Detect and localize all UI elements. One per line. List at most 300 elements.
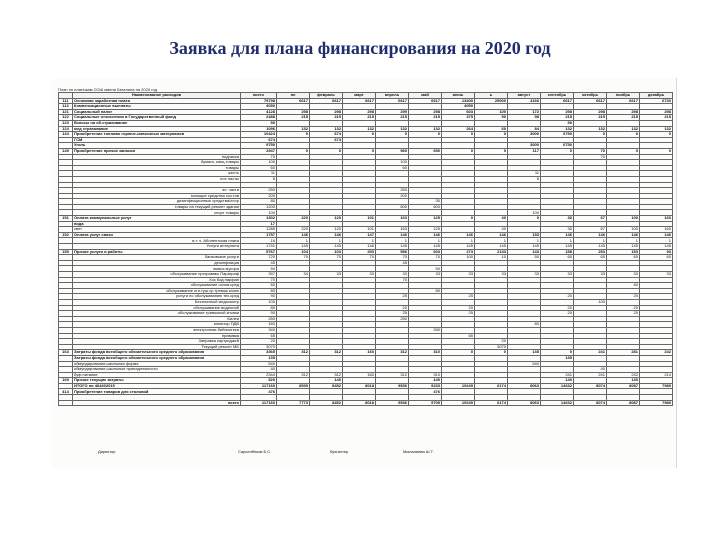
row-value: 14632 [541,400,574,406]
row-value: 4128 [241,109,277,115]
row-value: 45 [376,260,409,266]
row-name: прививка [73,333,241,339]
row-code: 151 [59,216,73,222]
row-value: 674 [310,132,343,138]
row-value: 25 [442,311,475,317]
row-value: 132 [574,126,607,132]
row-value: 98 [508,115,541,121]
row-value: 0 [475,148,508,154]
director-name: Сарсенбеков Б.С. [238,449,272,454]
row-value: 215 [640,115,673,121]
row-value: 100 [376,160,409,166]
row-value: 80 [409,288,442,294]
row-code: 144 [59,132,73,138]
row-value: 140 [409,378,442,384]
row-value: 153 [607,249,640,255]
row-value: 145 [607,244,640,250]
row-code: 113 [59,104,73,110]
row-value: 215 [574,115,607,121]
row-name: Бесплатный медосмотр [73,299,241,305]
row-value: 0 [442,148,475,154]
row-value: 596 [376,249,409,255]
row-value: 67 [574,216,607,222]
row-name: Уголь [73,143,241,149]
row-code: 121 [59,109,73,115]
row-value: 10 [475,255,508,261]
row-value: 600 [409,204,442,210]
row-value: 1302 [241,216,277,222]
row-value: 132 [376,126,409,132]
row-name: Затраты фонда всеобщего обязательного среднего образования [73,350,241,356]
row-value: 3070 [475,344,508,350]
row-value: 312 [376,372,409,378]
row-value: 50 [541,120,574,126]
row-value: 6730 [640,98,673,104]
row-value: 600 [376,204,409,210]
row-name: в.т. ч. Абонентская плата [73,238,241,244]
accountant-label: бухгалтер [330,449,349,454]
row-value: 117160 [241,383,277,389]
row-value: 33 [409,272,442,278]
row-value: 7989 [640,383,673,389]
row-value: 8539 [277,383,310,389]
row-name: Услуги интернета [73,244,241,250]
row-value: 60 [607,255,640,261]
row-name: обслуживание программы Параграф [73,272,241,278]
row-name: мед страхование [73,126,241,132]
row-value: 6750 [541,132,574,138]
row-value: 1096 [241,126,277,132]
row-value: 6617 [607,98,640,104]
row-name: Социальный налог [73,109,241,115]
row-value: 145 [541,244,574,250]
row-value: 33 [541,272,574,278]
director-label: Директор [98,449,116,454]
row-name: товары [73,165,241,171]
row-value: 215 [409,115,442,121]
row-value: 3000 [508,132,541,138]
row-value: 60 [376,165,409,171]
row-value: 40 [475,227,508,233]
row-value: 8074 [574,400,607,406]
row-value: 330 [409,327,442,333]
row-value: 50 [409,266,442,272]
row-value: 163 [376,216,409,222]
row-value: 100 [574,299,607,305]
row-value: 340 [241,327,277,333]
row-value: 70 [310,255,343,261]
row-value: 241 [541,372,574,378]
row-value: 6617 [541,98,574,104]
row-value: 20 [475,339,508,345]
row-value: 540 [241,361,277,367]
row-value: 6174 [475,400,508,406]
row-value: 200 [376,193,409,199]
row-value: 1 [409,238,442,244]
row-value: 0 [277,148,310,154]
row-value: 11 [241,171,277,177]
row-code: 169 [59,378,73,384]
row-value: 146 [640,232,673,238]
row-value: 273 [442,249,475,255]
row-value: 298 [640,109,673,115]
row-value: 1757 [241,232,277,238]
column-header: ь [475,93,508,99]
row-value: 3365 [241,350,277,356]
row-value: 100 [607,216,640,222]
row-name: Компенсационные выплаты [73,104,241,110]
row-name: свет [73,227,241,233]
row-value: 1 [541,238,574,244]
row-value: 215 [310,115,343,121]
row-value: 80 [241,305,277,311]
row-value: 6617 [574,98,607,104]
row-value: 90 [241,294,277,300]
row-value: 60 [241,165,277,171]
row-name: обслуживание тревожной кнопки [73,311,241,317]
row-value: 140 [310,378,343,384]
row-name: Прочие услуги и работы [73,249,241,255]
row-value: 160 [241,322,277,328]
row-value: 101 [343,227,376,233]
row-value: 145 [277,244,310,250]
row-value: 1 [343,238,376,244]
row-value: 1 [442,238,475,244]
row-value: 298 [277,109,310,115]
row-name: Прочие текущие затраты [73,378,241,384]
row-value: 0 [310,148,343,154]
row-value: 7989 [640,400,673,406]
row-name: Билеи [73,316,241,322]
row-value: 120 [310,227,343,233]
row-value: 145 [508,244,541,250]
row-name: монитор ПДВ [73,322,241,328]
row-value: 160 [343,350,376,356]
row-name: Приобретение товаров для столовой [73,389,241,395]
row-value: 135 [508,350,541,356]
column-header: всего [241,93,277,99]
row-value: 242 [640,350,673,356]
row-value: 603 [409,249,442,255]
row-value: 132 [541,126,574,132]
row-value: 6617 [376,98,409,104]
row-value: 146 [343,244,376,250]
row-value: 146 [442,232,475,238]
row-value: 100 [241,160,277,166]
row-name: бумага, канц.товары [73,160,241,166]
row-value: 13400 [442,98,475,104]
row-name: обслуживание огн.туш.ср тревож кнопк [73,288,241,294]
row-value: 0 [541,148,574,154]
column-header: май [409,93,442,99]
row-value: 19249 [442,383,475,389]
row-value: 145 [475,244,508,250]
row-value: 0 [277,132,310,138]
row-value: 220 [277,227,310,233]
row-value: 101 [343,216,376,222]
row-value: 299 [376,109,409,115]
row-value: 34 [277,272,310,278]
row-value: 0 [508,216,541,222]
row-value: 2133 [475,249,508,255]
row-value: 50 [508,255,541,261]
row-value: 8074 [574,383,607,389]
row-value: 130 [607,378,640,384]
row-value: 132 [409,126,442,132]
row-value: 2344 [241,372,277,378]
row-value: 20 [241,339,277,345]
row-value: 25 [376,311,409,317]
row-value: 20 [541,294,574,300]
row-value: 281 [607,350,640,356]
row-value: 4050 [241,104,277,110]
row-name: Оплата коммунальных услуг [73,216,241,222]
row-value: 310 [409,372,442,378]
row-value: 397 [241,272,277,278]
row-value: 33 [310,272,343,278]
row-value: 84 [508,126,541,132]
row-value: 298 [310,109,343,115]
row-value: 80 [241,288,277,294]
row-value: 70 [376,277,409,283]
row-value: 603 [442,109,475,115]
row-value: 70 [277,255,310,261]
row-value: 312 [376,350,409,356]
row-value: 120 [310,216,343,222]
row-value: 132 [277,126,310,132]
row-value: 3000 [508,143,541,149]
column-header: ноябрь [607,93,640,99]
row-value: 674 [241,137,277,143]
row-name: услуги по обслуживанию тех.сред [73,294,241,300]
row-value: 100 [241,210,277,216]
row-value: 9536 [376,383,409,389]
row-value: 65 [442,333,475,339]
row-value: 100 [607,227,640,233]
row-value: 312 [277,350,310,356]
table-row [59,400,673,406]
row-value: 50 [241,266,277,272]
row-value: 312 [277,372,310,378]
row-value: 132 [343,126,376,132]
row-value: 241 [574,372,607,378]
row-value: 70 [409,255,442,261]
row-value: 6617 [310,98,343,104]
row-value: 0 [343,132,376,138]
row-value: 33 [640,272,673,278]
column-header: ян [277,93,310,99]
row-name: товары на текущий ремонт здания [73,204,241,210]
row-value: 476 [241,389,277,395]
row-value: 375 [442,115,475,121]
row-value: 117 [508,148,541,154]
row-value: 146 [475,232,508,238]
row-value: 298 [343,109,376,115]
row-value: 40 [574,367,607,373]
row-name: буф.питание [73,372,241,378]
column-header: август [508,93,541,99]
row-value: 3070 [241,344,277,350]
row-code: 149 [59,148,73,154]
row-value: 250 [241,316,277,322]
row-value: 147 [343,232,376,238]
row-value: 20 [607,311,640,317]
row-value: 90 [241,311,277,317]
row-value: 253 [343,249,376,255]
column-header: июнь [442,93,475,99]
row-value: 1741 [241,244,277,250]
row-value: 4166 [508,98,541,104]
row-value: 1 [640,238,673,244]
row-value: 100 [475,109,508,115]
row-value: 33 [343,272,376,278]
row-name: вывоз мусора [73,266,241,272]
row-value: 0 [541,350,574,356]
row-value: 140 [541,378,574,384]
row-value: 250 [376,316,409,322]
row-value: 9536 [376,400,409,406]
row-name: банковские услуги [73,255,241,261]
row-value: 50 [241,120,277,126]
row-name: Взносы на об.страхование [73,120,241,126]
row-value: 25 [376,294,409,300]
row-name: спорт товары [73,210,241,216]
row-value: 0 [640,132,673,138]
row-name: эл. части [73,188,241,194]
row-value: 100 [508,210,541,216]
row-value: 70 [343,255,376,261]
row-value: 0 [475,132,508,138]
row-value: 125 [409,216,442,222]
row-value: 145 [376,244,409,250]
row-value: 214 [640,372,673,378]
row-value: 8018 [343,400,376,406]
row-value: 70 [376,255,409,261]
row-code: 111 [59,98,73,104]
column-header: сентябрь [541,93,574,99]
row-name: ИТОГО по 464402015 [73,383,241,389]
row-value: 145 [409,244,442,250]
row-value: 30 [409,199,442,205]
row-value: 160 [640,227,673,233]
row-value: 60 [607,283,640,289]
row-value: 132 [607,126,640,132]
row-name: жесть [73,171,241,177]
row-value: 6617 [409,98,442,104]
row-value: 0 [343,148,376,154]
row-value: 2488 [241,115,277,121]
row-code: 159 [59,249,73,255]
column-header: март [343,93,376,99]
row-value: 2947 [241,148,277,154]
row-value: 6 [241,176,277,182]
row-name: Оплата услуг связи [73,232,241,238]
row-value: 103 [310,249,343,255]
row-value: 11 [508,171,541,177]
row-value: 8018 [343,383,376,389]
row-value: 7773 [277,400,310,406]
row-value: 80 [241,199,277,205]
row-value: 215 [343,115,376,121]
row-value: 6617 [343,98,376,104]
row-value: 0 [409,132,442,138]
row-value: 33 [475,272,508,278]
row-name: обмундирование,школьные принадлежности [73,367,241,373]
row-value: 1 [376,238,409,244]
row-value: 1 [277,238,310,244]
row-value: 215 [277,115,310,121]
row-value: 312 [310,372,343,378]
row-name: моющие средства хоз.тов [73,193,241,199]
row-value: 20 [541,305,574,311]
column-header: Наименование расходов [73,93,241,99]
page-title: Заявка для плана финансирования на 2020 год [169,38,551,58]
row-value: 6174 [475,383,508,389]
row-value: 250 [376,188,409,194]
row-name: Приобретение прочих запасов [73,148,241,154]
row-value: 25000 [475,98,508,104]
row-value: 153 [508,232,541,238]
row-value: 0 [607,132,640,138]
row-value: 70 [574,154,607,160]
row-value: 60 [541,255,574,261]
row-value: 298 [409,109,442,115]
row-value: 5767 [241,249,277,255]
row-value: 135 [241,355,277,361]
table-body [59,98,673,406]
row-value: 33 [607,272,640,278]
row-value: 8452 [310,383,343,389]
row-value: 158 [541,249,574,255]
row-value: 33 [376,272,409,278]
row-value: 67 [574,227,607,233]
row-value: 160 [343,372,376,378]
row-value: 70 [241,277,277,283]
row-value: 241 [574,350,607,356]
row-code: 152 [59,232,73,238]
row-value: 298 [574,109,607,115]
row-value: 117160 [241,400,277,406]
row-value: 1 [574,238,607,244]
row-value: 20 [376,305,409,311]
row-name: Хоз Код парфан [73,277,241,283]
row-value: 17 [241,221,277,227]
row-code: 163 [59,350,73,356]
row-name: Основная заработная плата [73,98,241,104]
row-value: 1 [310,238,343,244]
row-value: 674 [310,137,343,143]
row-name: вода [73,221,241,227]
row-value: 60 [574,255,607,261]
row-value: 215 [607,115,640,121]
row-value: 6 [508,176,541,182]
column-header: октябрь [574,93,607,99]
row-value: 33 [442,272,475,278]
row-value: 79798 [241,98,277,104]
row-value: 250 [241,188,277,194]
row-name: Приобретение топливо горюче-смазочных материалов [73,132,241,138]
row-value: 6617 [277,98,310,104]
row-value: 1200 [241,204,277,210]
row-value: 172 [508,109,541,115]
row-value: 215 [376,115,409,121]
row-value: 45 [241,260,277,266]
row-value: 20 [541,311,574,317]
row-value: 50 [475,115,508,121]
row-value: 215 [541,115,574,121]
row-value: 146 [574,232,607,238]
row-value: 146 [376,232,409,238]
